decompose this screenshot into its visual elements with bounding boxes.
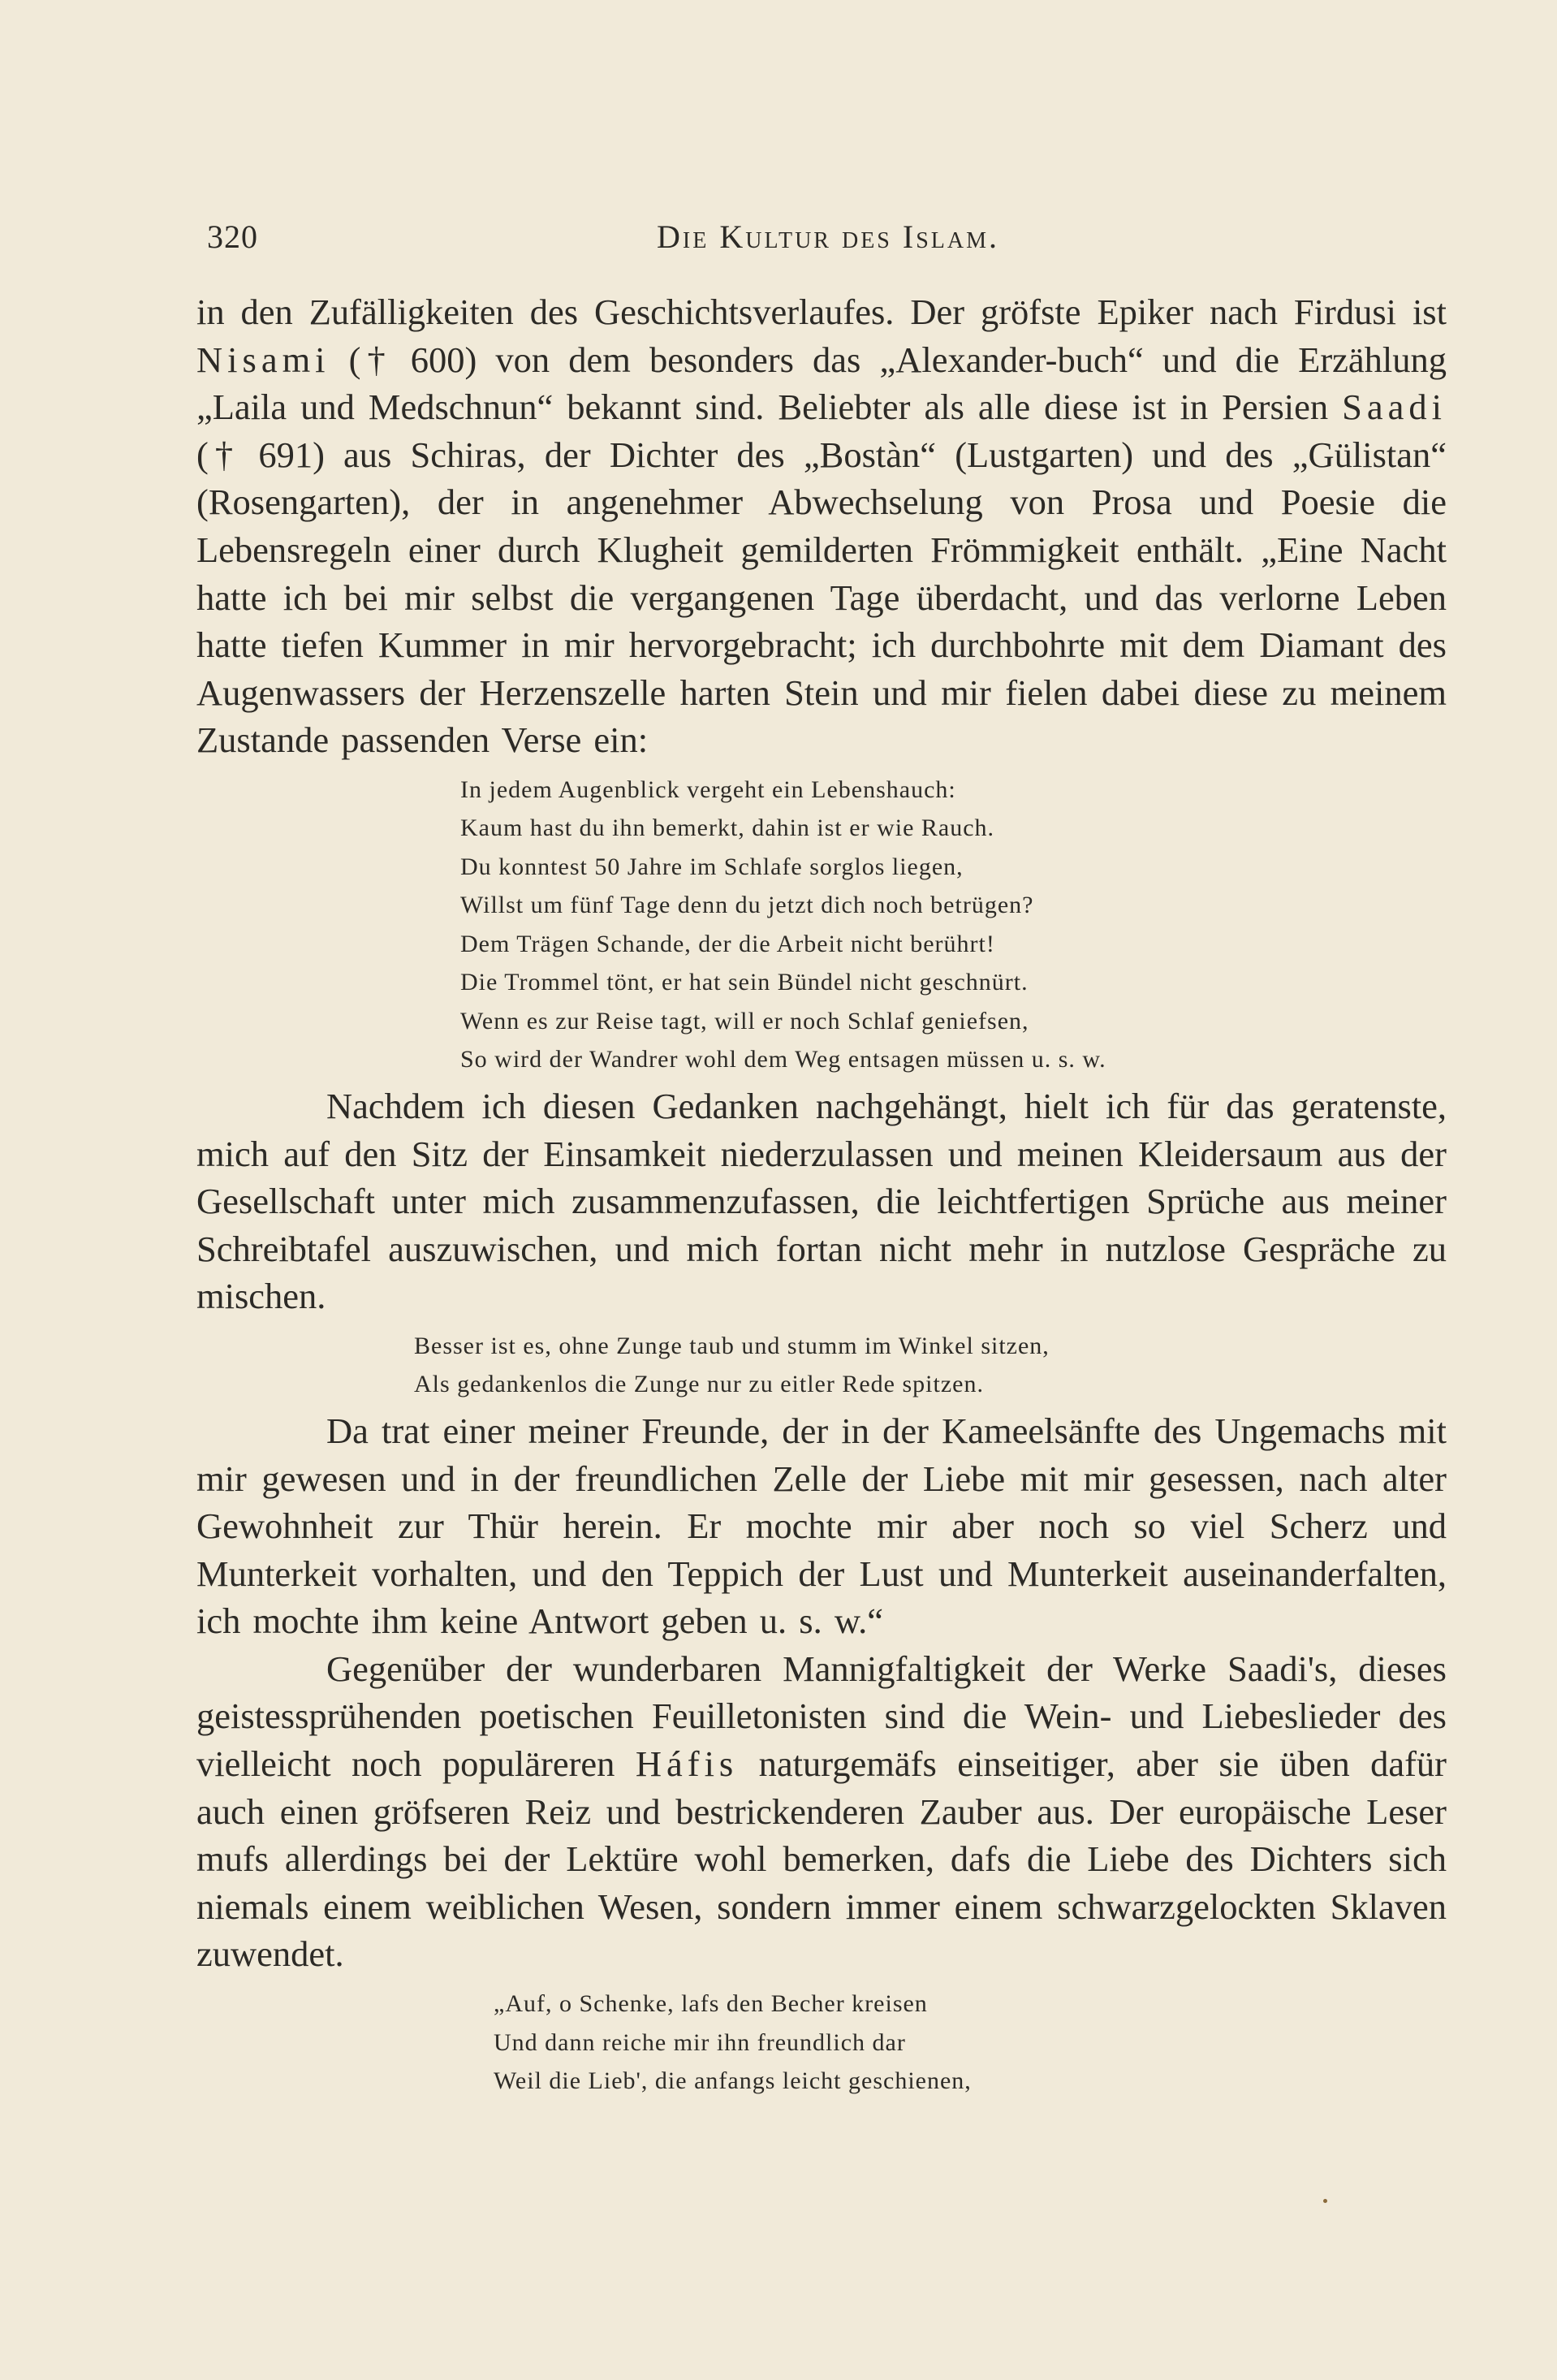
text-span: Da trat einer meiner Freunde, der in der Kameelsänfte des Ungemachs mit mir gewesen und in der freundlichen Zelle der Liebe mit mir gesessen, nach alter Gewohnheit zur Thür herein. Er mochte mir aber noch so viel Scherz und Munterkeit vorhalten, und den Teppich der Lust und Munterkeit auseinanderfalten, ich mochte ihm keine Antwort geben u. s. w.“ [196, 1410, 1447, 1642]
body-text [196, 288, 1447, 2104]
verse-line: „Auf, o Schenke, lafs den Becher kreisen [494, 1990, 928, 2018]
name-saadi: Saadi [1342, 387, 1447, 428]
text-span: († 600) von dem besonders das „Alexander-buch“ und die Erzählung „Laila und Medschnun“ bekannt sind. Beliebter als alle diese ist in Persien [196, 339, 1447, 428]
page-header [207, 218, 1449, 266]
verse-block-3 [196, 1985, 1447, 2101]
verse-block-2 [196, 1327, 1447, 1404]
name-hafis: Háfis [635, 1743, 739, 1785]
paragraph-2 [196, 1082, 1447, 1320]
verse-line: Wenn es zur Reise tagt, will er noch Schlaf geniefsen, [460, 1007, 1029, 1035]
text-span: Nachdem ich diesen Gedanken nachgehängt, hielt ich für das geratenste, mich auf den Sitz der Einsamkeit niederzulassen und meinen Kleidersaum aus der Gesellschaft unter mich zusammenzufassen, die leichtfertigen Sprüche aus meiner Schreibtafel auszuwischen, und mich fortan nicht mehr in nutzlose Gespräche zu mischen. [196, 1085, 1447, 1317]
paragraph-1 [196, 288, 1447, 764]
verse-line: In jedem Augenblick vergeht ein Lebenshauch: [460, 775, 956, 803]
verse-line: So wird der Wandrer wohl dem Weg entsagen müssen u. s. w. [460, 1046, 1106, 1073]
verse-line: Die Trommel tönt, er hat sein Bündel nicht geschnürt. [460, 969, 1029, 996]
paragraph-4 [196, 1645, 1447, 1978]
paper-speck [1323, 2199, 1327, 2203]
page-number: 320 [207, 218, 258, 255]
text-span: in den Zufälligkeiten des Geschichtsverlaufes. Der gröfste Epiker nach Firdusi ist [196, 292, 1447, 332]
verse-line: Weil die Lieb', die anfangs leicht geschienen, [494, 2067, 972, 2095]
verse-line: Als gedankenlos die Zunge nur zu eitler Rede spitzen. [414, 1371, 984, 1398]
text-span: († 691) aus Schiras, der Dichter des „Bostàn“ (Lustgarten) und des „Gülistan“ (Rosengarten), der in angenehmer Abwechselung von Prosa und Poesie die Lebensregeln einer durch Klugheit gemilderten Frömmigkeit enthält. „Eine Nacht hatte ich bei mir selbst die vergangenen Tage überdacht, und das verlorne Leben hatte tiefen Kummer in mir hervorgebracht; ich durchbohrte mit dem Diamant des Augenwassers der Herzenszelle harten Stein und mir fielen dabei diese zu meinem Zustande passenden Verse ein: [196, 434, 1447, 761]
name-nisami: Nisami [196, 339, 330, 380]
verse-block-1 [196, 771, 1447, 1079]
verse-line: Kaum hast du ihn bemerkt, dahin ist er wie Rauch. [460, 814, 995, 842]
paragraph-3 [196, 1407, 1447, 1645]
verse-line: Besser ist es, ohne Zunge taub und stumm im Winkel sitzen, [414, 1332, 1050, 1359]
running-title: Die Kultur des Islam. [657, 218, 999, 255]
verse-line: Willst um fünf Tage denn du jetzt dich noch betrügen? [460, 892, 1034, 919]
verse-line: Dem Trägen Schande, der die Arbeit nicht berührt! [460, 930, 995, 957]
verse-line: Du konntest 50 Jahre im Schlafe sorglos liegen, [460, 853, 964, 880]
text-span: naturgemäfs einseitiger, aber sie üben dafür auch einen gröfseren Reiz und bestrickenderen Zauber aus. Der europäische Leser mufs allerdings bei der Lektüre wohl bemerken, dafs die Liebe des Dichters sich niemals einem weiblichen Wesen, sondern immer einem schwarzgelockten Sklaven zuwendet. [196, 1743, 1447, 1975]
verse-line: Und dann reiche mir ihn freundlich dar [494, 2028, 906, 2056]
text-span: Gegenüber der wunderbaren Mannigfaltigkeit der Werke Saadi's, dieses geistessprühenden poetischen Feuilletonisten sind die Wein- und Liebeslieder des vielleicht noch populäreren [196, 1648, 1447, 1785]
